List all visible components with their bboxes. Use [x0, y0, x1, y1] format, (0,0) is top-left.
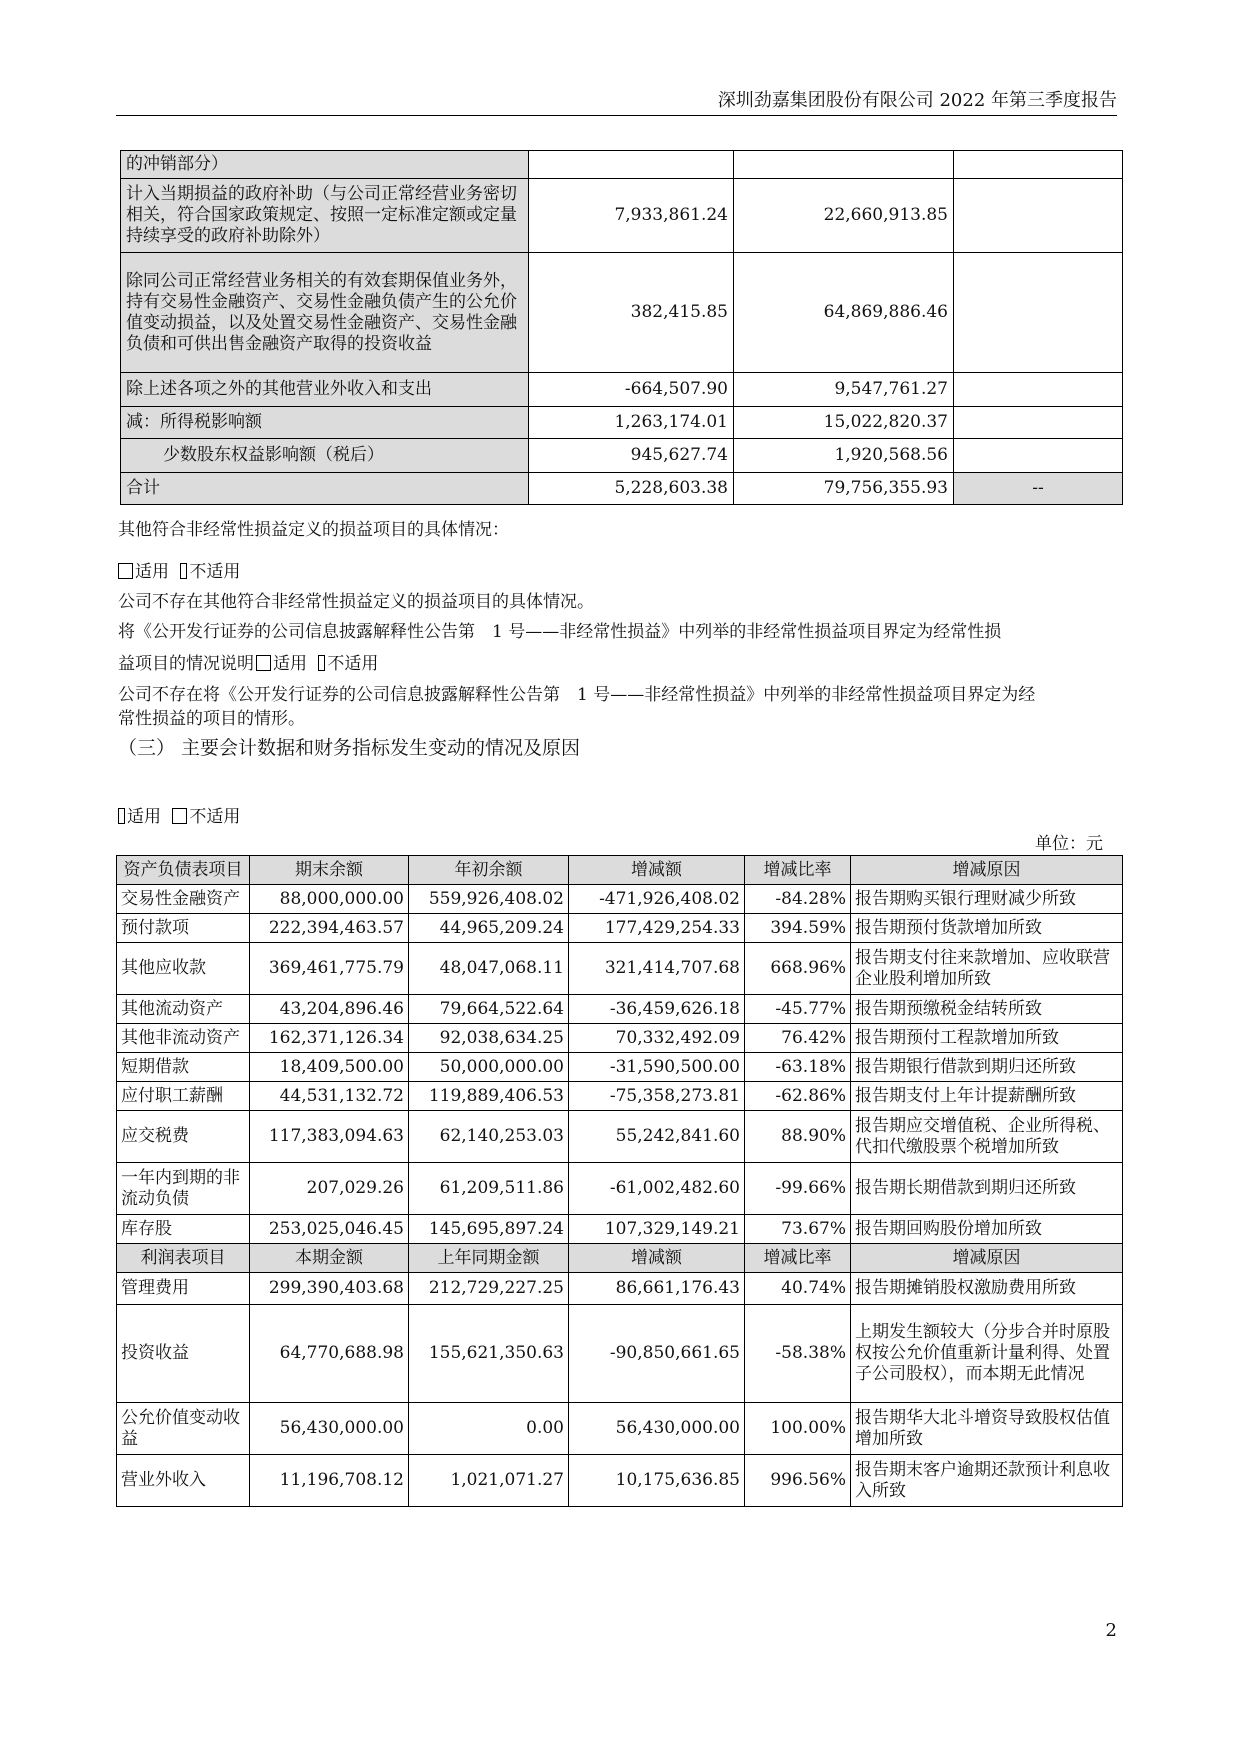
header-rule [116, 115, 1117, 116]
opening-balance-cell: 145,695,897.24 [409, 1215, 569, 1244]
year-to-date-cell: 9,547,761.27 [734, 373, 954, 407]
change-amount-cell: 177,429,254.33 [569, 914, 745, 943]
ending-balance-cell: 64,770,688.98 [250, 1305, 409, 1403]
table-row [117, 1273, 1123, 1305]
change-ratio-cell: -99.66% [745, 1163, 851, 1215]
table-header-row [117, 1244, 1123, 1273]
item-cell: 其他应收款 [117, 943, 250, 995]
table-row [121, 253, 1123, 373]
change-ratio-cell: 394.59% [745, 914, 851, 943]
change-ratio-cell: -84.28% [745, 885, 851, 914]
reclassification-label: 益项目的情况说明 [118, 654, 254, 674]
not-applicable-label: 不适用 [189, 562, 241, 582]
year-to-date-cell: 1,920,568.56 [734, 439, 954, 473]
reason-cell: 报告期支付上年计提薪酬所致 [851, 1082, 1123, 1111]
change-ratio-cell: -45.77% [745, 995, 851, 1024]
checkbox-applicable-3[interactable] [118, 808, 125, 824]
reclassification-applicability [118, 649, 378, 674]
table-row [117, 1053, 1123, 1082]
change-ratio-cell: 100.00% [745, 1403, 851, 1455]
no-other-items-statement: 公司不存在其他符合非经常性损益定义的损益项目的具体情况。 [118, 592, 594, 612]
checkbox-not-applicable-3[interactable] [172, 808, 187, 824]
item-cell: 减：所得税影响额 [121, 407, 529, 439]
year-to-date-cell [734, 151, 954, 179]
item-cell: 一年内到期的非流动负债 [117, 1163, 250, 1215]
checkbox-not-applicable[interactable] [180, 563, 187, 579]
reclassification-paragraph: 将《公开发行证券的公司信息披露解释性公告第 1 号——非经常性损益》中列举的非经常性损益项目界定为经常性损 [118, 622, 1002, 642]
item-cell: 预付款项 [117, 914, 250, 943]
table-row [121, 179, 1123, 253]
reason-cell: 报告期摊销股权激励费用所致 [851, 1273, 1123, 1305]
item-cell: 交易性金融资产 [117, 885, 250, 914]
year-to-date-cell: 22,660,913.85 [734, 179, 954, 253]
change-amount-cell: 70,332,492.09 [569, 1024, 745, 1053]
current-period-cell: -664,507.90 [529, 373, 734, 407]
item-cell: 应付职工薪酬 [117, 1082, 250, 1111]
change-amount-cell: -36,459,626.18 [569, 995, 745, 1024]
change-ratio-cell: 76.42% [745, 1024, 851, 1053]
opening-balance-cell: 119,889,406.53 [409, 1082, 569, 1111]
column-header: 资产负债表项目 [117, 856, 250, 885]
change-ratio-cell: 668.96% [745, 943, 851, 995]
unit-label: 单位：元 [1035, 834, 1103, 854]
column-header: 期末余额 [250, 856, 409, 885]
ending-balance-cell: 162,371,126.34 [250, 1024, 409, 1053]
other-items-paragraph: 其他符合非经常性损益定义的损益项目的具体情况： [118, 520, 509, 540]
change-ratio-cell: 73.67% [745, 1215, 851, 1244]
item-cell: 管理费用 [117, 1273, 250, 1305]
item-cell: 其他流动资产 [117, 995, 250, 1024]
item-cell: 除同公司正常经营业务相关的有效套期保值业务外，持有交易性金融资产、交易性金融负债产生的公允价值变动损益，以及处置交易性金融资产、交易性金融负债和可供出售金融资产取得的投资收益 [121, 253, 529, 373]
ending-balance-cell: 299,390,403.68 [250, 1273, 409, 1305]
item-cell: 投资收益 [117, 1305, 250, 1403]
no-reclassification-statement-line2: 常性损益的项目的情形。 [118, 709, 305, 729]
item-cell: 公允价值变动收益 [117, 1403, 250, 1455]
ending-balance-cell: 11,196,708.12 [250, 1455, 409, 1507]
change-amount-cell: 55,242,841.60 [569, 1111, 745, 1163]
reason-cell: 上期发生额较大（分步合并时原股权按公允价值重新计量利得、处置子公司股权），而本期无此情况 [851, 1305, 1123, 1403]
reason-cell: 报告期购买银行理财减少所致 [851, 885, 1123, 914]
ending-balance-cell: 18,409,500.00 [250, 1053, 409, 1082]
note-cell [954, 179, 1123, 253]
change-amount-cell: 107,329,149.21 [569, 1215, 745, 1244]
applicable-label: 适用 [135, 562, 169, 582]
table-row [117, 914, 1123, 943]
current-period-cell: 945,627.74 [529, 439, 734, 473]
table-row [117, 1024, 1123, 1053]
column-header: 增减原因 [851, 1244, 1123, 1273]
note-cell [954, 151, 1123, 179]
change-ratio-cell: -58.38% [745, 1305, 851, 1403]
reason-cell: 报告期长期借款到期归还所致 [851, 1163, 1123, 1215]
table-row [121, 439, 1123, 473]
note-cell: -- [954, 473, 1123, 505]
opening-balance-cell: 44,965,209.24 [409, 914, 569, 943]
opening-balance-cell: 559,926,408.02 [409, 885, 569, 914]
table-row [117, 1455, 1123, 1507]
column-header: 增减比率 [745, 1244, 851, 1273]
reason-cell: 报告期银行借款到期归还所致 [851, 1053, 1123, 1082]
note-cell [954, 373, 1123, 407]
no-reclassification-statement-line1: 公司不存在将《公开发行证券的公司信息披露解释性公告第 1 号——非经常性损益》中列举的非经常性损益项目界定为经 [118, 685, 1036, 705]
applicability-line-1 [118, 557, 240, 582]
item-cell: 的冲销部分） [121, 151, 529, 179]
item-cell: 计入当期损益的政府补助（与公司正常经营业务密切相关，符合国家政策规定、按照一定标准定额或定量持续享受的政府补助除外） [121, 179, 529, 253]
ending-balance-cell: 44,531,132.72 [250, 1082, 409, 1111]
item-cell: 库存股 [117, 1215, 250, 1244]
table-row [117, 1215, 1123, 1244]
change-ratio-cell: -63.18% [745, 1053, 851, 1082]
change-ratio-cell: 996.56% [745, 1455, 851, 1507]
applicable-label-3: 适用 [127, 807, 161, 827]
ending-balance-cell: 207,029.26 [250, 1163, 409, 1215]
change-amount-cell: 321,414,707.68 [569, 943, 745, 995]
page-number: 2 [1105, 1620, 1117, 1641]
note-cell [954, 253, 1123, 373]
table-row [117, 885, 1123, 914]
note-cell [954, 407, 1123, 439]
column-header: 利润表项目 [117, 1244, 250, 1273]
current-period-cell [529, 151, 734, 179]
table-row [121, 473, 1123, 505]
table-row [121, 151, 1123, 179]
not-applicable-label-3: 不适用 [189, 807, 241, 827]
opening-balance-cell: 50,000,000.00 [409, 1053, 569, 1082]
current-period-cell: 1,263,174.01 [529, 407, 734, 439]
column-header: 增减比率 [745, 856, 851, 885]
checkbox-not-applicable-2[interactable] [318, 655, 325, 671]
opening-balance-cell: 61,209,511.86 [409, 1163, 569, 1215]
reason-cell: 报告期华大北斗增资导致股权估值增加所致 [851, 1403, 1123, 1455]
year-to-date-cell: 64,869,886.46 [734, 253, 954, 373]
item-cell: 合计 [121, 473, 529, 505]
ending-balance-cell: 43,204,896.46 [250, 995, 409, 1024]
checkbox-applicable-2[interactable] [256, 655, 271, 671]
item-cell: 除上述各项之外的其他营业外收入和支出 [121, 373, 529, 407]
change-amount-cell: -61,002,482.60 [569, 1163, 745, 1215]
current-period-cell: 382,415.85 [529, 253, 734, 373]
change-amount-cell: -471,926,408.02 [569, 885, 745, 914]
table-row [121, 373, 1123, 407]
year-to-date-cell: 79,756,355.93 [734, 473, 954, 505]
item-cell: 营业外收入 [117, 1455, 250, 1507]
change-amount-cell: 86,661,176.43 [569, 1273, 745, 1305]
table-row [117, 1403, 1123, 1455]
opening-balance-cell: 48,047,068.11 [409, 943, 569, 995]
item-cell: 其他非流动资产 [117, 1024, 250, 1053]
note-cell [954, 439, 1123, 473]
opening-balance-cell: 0.00 [409, 1403, 569, 1455]
current-period-cell: 7,933,861.24 [529, 179, 734, 253]
opening-balance-cell: 62,140,253.03 [409, 1111, 569, 1163]
table-row [121, 407, 1123, 439]
reason-cell: 报告期应交增值税、企业所得税、代扣代缴股票个税增加所致 [851, 1111, 1123, 1163]
table-header-row [117, 856, 1123, 885]
section-title: （三） 主要会计数据和财务指标发生变动的情况及原因 [118, 737, 581, 759]
ending-balance-cell: 56,430,000.00 [250, 1403, 409, 1455]
ending-balance-cell: 88,000,000.00 [250, 885, 409, 914]
change-amount-cell: 10,175,636.85 [569, 1455, 745, 1507]
ending-balance-cell: 117,383,094.63 [250, 1111, 409, 1163]
year-to-date-cell: 15,022,820.37 [734, 407, 954, 439]
applicable-label-2: 适用 [273, 654, 307, 674]
reason-cell: 报告期预缴税金结转所致 [851, 995, 1123, 1024]
change-amount-cell: -75,358,273.81 [569, 1082, 745, 1111]
opening-balance-cell: 1,021,071.27 [409, 1455, 569, 1507]
current-period-cell: 5,228,603.38 [529, 473, 734, 505]
applicability-line-3 [118, 802, 240, 827]
table-row [117, 1082, 1123, 1111]
column-header: 增减额 [569, 1244, 745, 1273]
item-cell: 短期借款 [117, 1053, 250, 1082]
column-header: 增减原因 [851, 856, 1123, 885]
column-header: 年初余额 [409, 856, 569, 885]
table-row [117, 943, 1123, 995]
ending-balance-cell: 253,025,046.45 [250, 1215, 409, 1244]
column-header: 上年同期金额 [409, 1244, 569, 1273]
reason-cell: 报告期末客户逾期还款预计利息收入所致 [851, 1455, 1123, 1507]
item-cell: 应交税费 [117, 1111, 250, 1163]
table-row [117, 1163, 1123, 1215]
change-ratio-cell: 88.90% [745, 1111, 851, 1163]
table-row [117, 995, 1123, 1024]
column-header: 本期金额 [250, 1244, 409, 1273]
table-row [117, 1305, 1123, 1403]
reason-cell: 报告期回购股份增加所致 [851, 1215, 1123, 1244]
column-header: 增减额 [569, 856, 745, 885]
opening-balance-cell: 155,621,350.63 [409, 1305, 569, 1403]
checkbox-applicable[interactable] [118, 563, 133, 579]
opening-balance-cell: 92,038,634.25 [409, 1024, 569, 1053]
item-cell: 少数股东权益影响额（税后） [121, 439, 529, 473]
change-ratio-cell: -62.86% [745, 1082, 851, 1111]
change-amount-cell: -90,850,661.65 [569, 1305, 745, 1403]
ending-balance-cell: 369,461,775.79 [250, 943, 409, 995]
change-amount-cell: -31,590,500.00 [569, 1053, 745, 1082]
opening-balance-cell: 79,664,522.64 [409, 995, 569, 1024]
financial-changes-table [116, 855, 1123, 1507]
change-ratio-cell: 40.74% [745, 1273, 851, 1305]
table-row [117, 1111, 1123, 1163]
nonrecurring-gains-table [120, 150, 1123, 505]
reason-cell: 报告期预付货款增加所致 [851, 914, 1123, 943]
page-header: 深圳劲嘉集团股份有限公司 2022 年第三季度报告 [717, 90, 1117, 111]
opening-balance-cell: 212,729,227.25 [409, 1273, 569, 1305]
reason-cell: 报告期支付往来款增加、应收联营企业股利增加所致 [851, 943, 1123, 995]
not-applicable-label-2: 不适用 [327, 654, 379, 674]
change-amount-cell: 56,430,000.00 [569, 1403, 745, 1455]
ending-balance-cell: 222,394,463.57 [250, 914, 409, 943]
reason-cell: 报告期预付工程款增加所致 [851, 1024, 1123, 1053]
